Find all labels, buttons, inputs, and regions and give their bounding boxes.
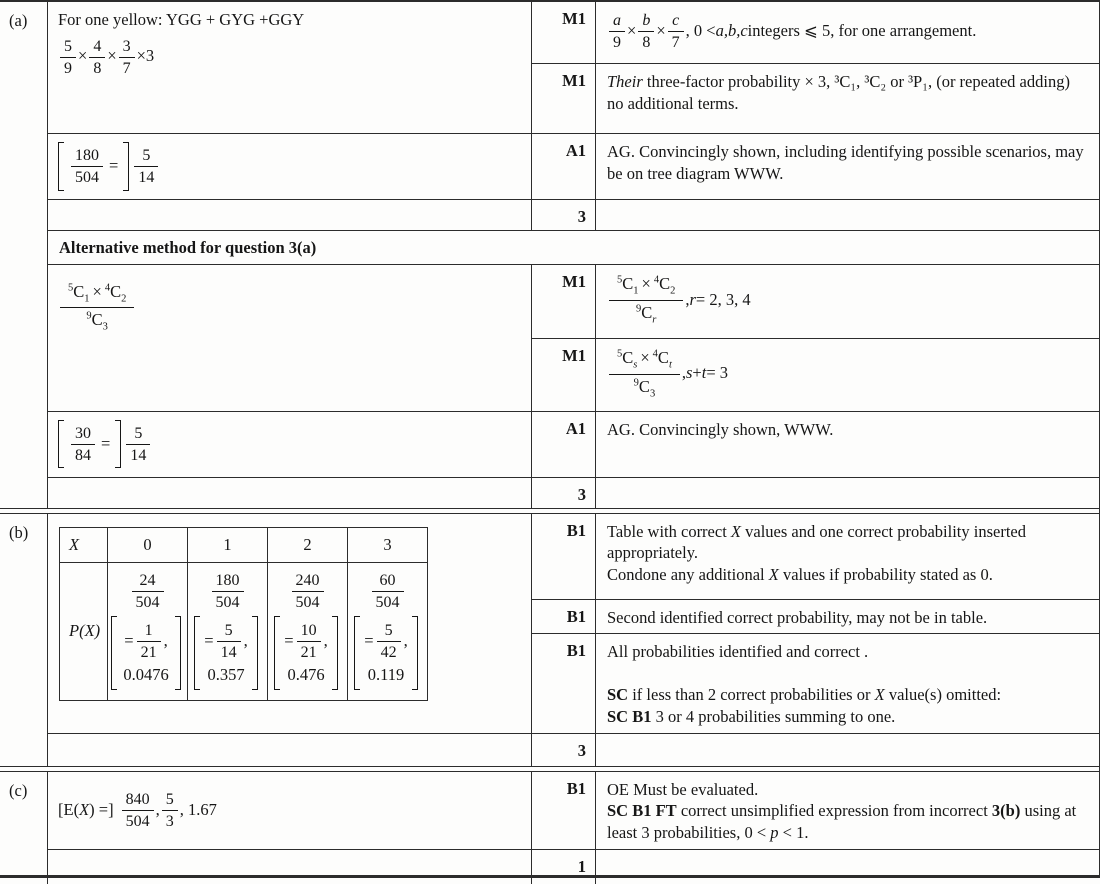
section-c bbox=[0, 772, 1099, 884]
comma: , bbox=[243, 631, 248, 651]
row-c-answer bbox=[48, 772, 1099, 849]
expectation-prefix: [E(X) =] bbox=[58, 800, 114, 820]
mark-m1: M1 bbox=[532, 265, 596, 338]
answer-cell-empty bbox=[48, 200, 532, 230]
right-bracket bbox=[115, 420, 121, 469]
row-b-table bbox=[48, 514, 1099, 733]
times-sign: × bbox=[92, 281, 102, 301]
fraction: $\frac{5}{14}$ bbox=[126, 424, 150, 465]
times-sign: × bbox=[78, 46, 88, 66]
section-b-content bbox=[48, 514, 1099, 766]
special-case-note: SC if less than 2 correct probabilities or X value(s) omitted: SC B1 3 or 4 probabilities summing to one. bbox=[607, 685, 1002, 726]
ncr-term: $^9C_3$ bbox=[633, 376, 656, 399]
fraction: $\frac{4}{8}$ bbox=[89, 37, 105, 78]
times-sign: × bbox=[656, 21, 666, 41]
total-marks: 3 bbox=[532, 200, 596, 230]
row-a-result bbox=[48, 133, 1099, 199]
answer-cell-c bbox=[48, 772, 532, 849]
guidance-b1b: Second identified correct probability, may not be in table. bbox=[607, 607, 988, 627]
answer-cell-alt-working bbox=[48, 265, 532, 411]
guidance-cell-empty bbox=[596, 734, 1099, 766]
probability-cell bbox=[188, 562, 268, 700]
total-marks: 3 bbox=[532, 478, 596, 508]
decimal-value: 0.119 bbox=[367, 664, 405, 684]
bracketed-result bbox=[58, 142, 129, 191]
x-value: 3 bbox=[348, 527, 428, 562]
decimal-value: 0.357 bbox=[207, 664, 245, 684]
guidance-a1: AG. Convincingly shown, including identifying possible scenarios, may be on tree diagram WWW. bbox=[607, 142, 1084, 183]
part-label-a bbox=[0, 2, 48, 508]
ncr-term: $^4C_2$ bbox=[104, 281, 127, 304]
ncr-term: $^5C_s$ bbox=[617, 347, 638, 371]
comma: , bbox=[155, 800, 160, 820]
guidance-cell-empty bbox=[596, 850, 1099, 884]
guidance-b1c: All probabilities identified and correct . SC if less than 2 correct probabilities or X value(s) omitted: SC B1 3 or 4 probabilities summing to one. bbox=[596, 634, 1099, 732]
subrow-c-b1 bbox=[532, 772, 1099, 849]
combination-fraction bbox=[60, 281, 134, 334]
comma: , bbox=[323, 631, 328, 651]
bracketed-equivalents bbox=[274, 616, 337, 690]
probability-product-expression bbox=[58, 37, 521, 78]
total-marks: 1 bbox=[532, 850, 596, 884]
fraction: 5 3 bbox=[162, 790, 178, 831]
guidance-alt-m1b: $^5C_s \times ^4C_t$ $^9C_3$ , s + t = 3 bbox=[596, 339, 1099, 411]
marks-guidance-b bbox=[532, 514, 1099, 733]
fraction: $\frac{5}{9}$ bbox=[60, 37, 76, 78]
total-marks: 3 bbox=[532, 734, 596, 766]
right-bracket bbox=[123, 142, 129, 191]
mark-b1: B1 bbox=[532, 772, 596, 849]
equals-sign: = bbox=[284, 631, 294, 651]
row-alt-working bbox=[48, 264, 1099, 411]
fraction: $\frac{180}{504}$ bbox=[212, 571, 244, 612]
fraction: $\frac{24}{504}$ bbox=[132, 571, 164, 612]
x-header: X bbox=[60, 527, 108, 562]
section-c-content bbox=[48, 772, 1099, 884]
fraction: $\frac{30}{84}$ bbox=[71, 424, 95, 465]
bracketed-equivalents bbox=[354, 616, 417, 690]
row-c-total bbox=[48, 849, 1099, 884]
subrow-m1a bbox=[532, 2, 1099, 63]
marks-guidance-a1 bbox=[532, 2, 1099, 133]
part-label-b bbox=[0, 514, 48, 766]
part-label-text: (b) bbox=[9, 522, 29, 542]
part-label-c bbox=[0, 772, 48, 884]
probability-row bbox=[60, 562, 428, 700]
equals-sign: = bbox=[124, 631, 134, 651]
part-label-text: (a) bbox=[9, 11, 28, 30]
row-alt-total bbox=[48, 477, 1099, 508]
fraction: $\frac{1}{21}$ bbox=[137, 621, 161, 662]
section-a bbox=[0, 2, 1099, 508]
subrow-alt-a1 bbox=[532, 412, 1099, 477]
comma: , bbox=[163, 631, 168, 651]
mark-m1: M1 bbox=[532, 2, 596, 63]
probability-cell bbox=[108, 562, 188, 700]
x-value: 2 bbox=[268, 527, 348, 562]
right-bracket bbox=[252, 616, 258, 690]
subrow-b1a bbox=[532, 514, 1099, 599]
answer-cell-empty bbox=[48, 734, 532, 766]
ncr-term: $^9C_3$ bbox=[86, 310, 108, 333]
equals-sign: = bbox=[101, 434, 111, 454]
section-b bbox=[0, 514, 1099, 766]
equals-sign: = bbox=[204, 631, 214, 651]
bracketed-equivalents bbox=[194, 616, 257, 690]
mark-a1: A1 bbox=[532, 134, 596, 199]
answer-cell-empty bbox=[48, 478, 532, 508]
right-bracket bbox=[412, 616, 418, 690]
guidance-alt-m1a: $^5C_1 \times ^4C_2$ $^9C_r$ , r = 2, 3, 4 bbox=[596, 265, 1099, 338]
fraction: $\frac{b}{8}$ bbox=[638, 11, 654, 52]
fraction: $\frac{5}{14}$ bbox=[134, 146, 158, 187]
row-a-working bbox=[48, 2, 1099, 133]
right-bracket bbox=[175, 616, 181, 690]
probability-distribution-table bbox=[59, 527, 428, 701]
fraction: $\frac{60}{504}$ bbox=[372, 571, 404, 612]
times-sign: × bbox=[627, 21, 637, 41]
times-three: ×3 bbox=[136, 46, 155, 66]
subrow-m1b bbox=[532, 63, 1099, 133]
fraction: $\frac{5}{14}$ bbox=[217, 621, 241, 662]
mark-m1: M1 bbox=[532, 64, 596, 133]
guidance-b1a: Table with correct X values and one correct probability inserted appropriately. Condone any additional X values if probability stated as 0. bbox=[607, 521, 1026, 585]
equals-sign: = bbox=[109, 156, 119, 176]
ncr-term: $^4C_t$ bbox=[652, 347, 672, 371]
mark-b1: B1 bbox=[532, 514, 596, 599]
decimal-value: 0.0476 bbox=[123, 664, 169, 684]
equals-sign: = bbox=[364, 631, 374, 651]
bracketed-equivalents bbox=[111, 616, 180, 690]
guidance-c-b1: OE Must be evaluated. SC B1 FT correct unsimplified expression from incorrect 3(b) using at least 3 probabilities, 0 < p < 1. bbox=[607, 779, 1077, 843]
decimal-value: 0.476 bbox=[287, 664, 325, 684]
ncr-term: $^9C_r$ bbox=[635, 303, 657, 326]
subrow-alt-m1a bbox=[532, 265, 1099, 338]
fraction: 840 504 bbox=[122, 790, 154, 831]
ncr-term: $^4C_2$ bbox=[653, 274, 676, 297]
fraction: $\frac{180}{504}$ bbox=[71, 146, 103, 187]
mark-m1: M1 bbox=[532, 339, 596, 411]
decimal-result: , 1.67 bbox=[179, 800, 217, 820]
fraction: $\frac{10}{21}$ bbox=[297, 621, 321, 662]
right-bracket bbox=[332, 616, 338, 690]
fraction: $\frac{240}{504}$ bbox=[292, 571, 324, 612]
comma: , bbox=[403, 631, 408, 651]
probability-cell bbox=[348, 562, 428, 700]
subrow-b1c bbox=[532, 633, 1099, 732]
ncr-term: $^5C_1$ bbox=[617, 274, 639, 297]
times-sign: × bbox=[107, 46, 117, 66]
answer-cell-a-result bbox=[48, 134, 532, 199]
mark-a1: A1 bbox=[532, 412, 596, 477]
part-label-text: (c) bbox=[9, 780, 28, 800]
subrow-alt-m1b bbox=[532, 338, 1099, 411]
subrow-b1b bbox=[532, 599, 1099, 634]
mark-b1: B1 bbox=[532, 634, 596, 732]
answer-cell-alt-result bbox=[48, 412, 532, 477]
combination-fraction bbox=[609, 273, 683, 326]
bracketed-result bbox=[58, 420, 121, 469]
alternative-method-header: Alternative method for question 3(a) bbox=[48, 230, 1099, 264]
probability-cell bbox=[268, 562, 348, 700]
x-values-row bbox=[60, 527, 428, 562]
row-b-total bbox=[48, 733, 1099, 766]
x-value: 0 bbox=[108, 527, 188, 562]
ncr-term: $^5C_1$ bbox=[68, 281, 90, 304]
guidance-cell-empty bbox=[596, 478, 1099, 508]
guidance-m1b: Their three-factor probability × 3, ³C₁, ³C₂ or ³P₁, (or repeated adding) no additional terms. bbox=[607, 72, 1070, 113]
row-alt-result bbox=[48, 411, 1099, 477]
guidance-m1a: $\frac{a}{9}$ × $\frac{b}{8}$ × $\frac{c}{7}$ , 0 < a,b,c integers ⩽ 5, for one arrangement. bbox=[596, 2, 1099, 63]
working-scenarios-line: For one yellow: YGG + GYG +GGY bbox=[58, 10, 305, 29]
guidance-cell-empty bbox=[596, 200, 1099, 230]
times-sign: × bbox=[641, 274, 651, 294]
x-value: 1 bbox=[188, 527, 268, 562]
answer-cell-a-working bbox=[48, 2, 532, 133]
mark-b1: B1 bbox=[532, 600, 596, 634]
fraction: $\frac{3}{7}$ bbox=[119, 37, 135, 78]
px-header: P(X) bbox=[60, 562, 108, 700]
answer-cell-empty bbox=[48, 850, 532, 884]
fraction: $\frac{c}{7}$ bbox=[668, 11, 684, 52]
fraction: $\frac{5}{42}$ bbox=[377, 621, 401, 662]
fraction: $\frac{a}{9}$ bbox=[609, 11, 625, 52]
subrow-a1 bbox=[532, 134, 1099, 199]
times-sign: × bbox=[640, 347, 650, 367]
combination-fraction bbox=[609, 347, 680, 400]
section-a-content bbox=[48, 2, 1099, 508]
guidance-alt-a1: AG. Convincingly shown, WWW. bbox=[607, 419, 834, 439]
answer-cell-b-table bbox=[48, 514, 532, 733]
row-a-total bbox=[48, 199, 1099, 230]
